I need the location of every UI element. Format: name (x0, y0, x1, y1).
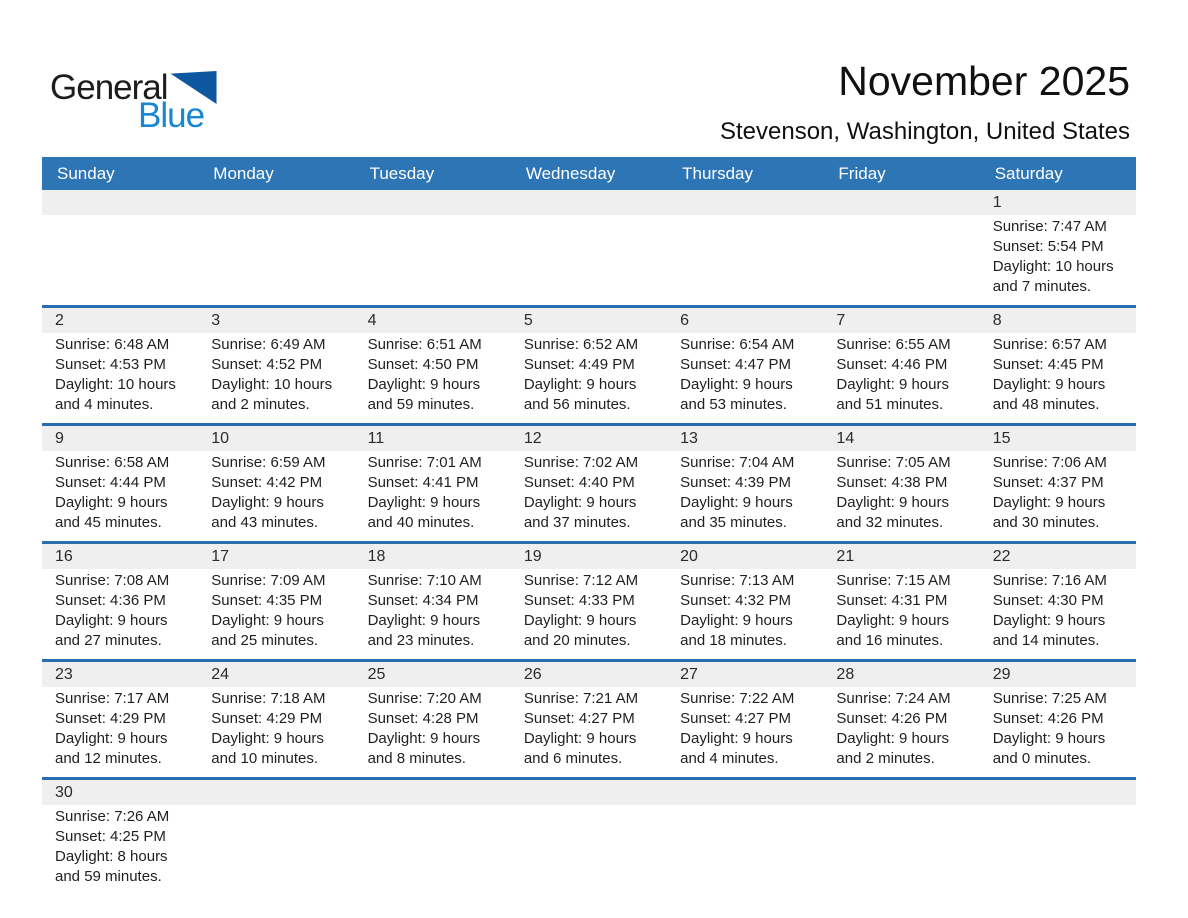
week-content-row (42, 805, 1136, 895)
day-number: 13 (680, 429, 698, 447)
day-number: 27 (680, 665, 698, 683)
sunset-text: Sunset: 4:30 PM (992, 592, 1104, 609)
sunrise-text: Sunrise: 7:01 AM (367, 454, 482, 471)
day-number-band (42, 544, 1136, 569)
sunrise-text: Sunrise: 6:52 AM (523, 336, 639, 353)
sunset-text: Sunset: 4:29 PM (55, 710, 166, 727)
day-cell (42, 451, 198, 541)
sunrise-text: Sunrise: 7:05 AM (836, 454, 951, 471)
day-number: 9 (55, 429, 64, 447)
weekday-header-friday: Friday (838, 163, 886, 183)
sunrise-text: Sunrise: 6:55 AM (836, 336, 951, 353)
day-number: 16 (55, 547, 73, 565)
sunset-text: Sunset: 4:53 PM (55, 356, 166, 373)
sunrise-text: Sunrise: 7:09 AM (211, 572, 326, 589)
week-row (42, 659, 1136, 777)
title-block (720, 58, 1130, 146)
day-cell (511, 333, 667, 423)
sunrise-text: Sunrise: 7:18 AM (211, 690, 326, 707)
daylight-text: Daylight: 9 hours and 53 minutes. (680, 376, 793, 413)
weekday-header-row (42, 157, 1136, 190)
daylight-text: Daylight: 9 hours and 59 minutes. (367, 376, 481, 413)
day-number: 6 (680, 311, 690, 329)
sunrise-text: Sunrise: 7:25 AM (992, 690, 1107, 707)
week-content-row (42, 687, 1136, 777)
sunset-text: Sunset: 4:27 PM (523, 710, 635, 727)
sunset-text: Sunset: 4:50 PM (367, 356, 479, 373)
sunrise-text: Sunrise: 7:04 AM (680, 454, 795, 471)
daylight-text: Daylight: 9 hours and 43 minutes. (211, 494, 324, 531)
daylight-text: Daylight: 9 hours and 12 minutes. (55, 730, 168, 767)
empty-day-cell (511, 215, 667, 305)
week-content-row (42, 215, 1136, 305)
daylight-text: Daylight: 9 hours and 27 minutes. (55, 612, 168, 649)
weekday-header-monday: Monday (213, 163, 274, 183)
day-number-band (42, 308, 1136, 333)
day-cell (198, 569, 354, 659)
sunrise-text: Sunrise: 7:20 AM (367, 690, 482, 707)
day-cell (198, 333, 354, 423)
sunset-text: Sunset: 5:54 PM (992, 238, 1104, 255)
day-cell (511, 687, 667, 777)
daylight-text: Daylight: 9 hours and 18 minutes. (680, 612, 793, 649)
day-number: 5 (523, 311, 533, 329)
sunset-text: Sunset: 4:45 PM (992, 356, 1104, 373)
day-number: 10 (211, 429, 230, 447)
day-number: 28 (836, 665, 855, 683)
sunrise-text: Sunrise: 6:59 AM (211, 454, 326, 471)
day-number-band (42, 780, 1136, 805)
sunrise-text: Sunrise: 7:47 AM (992, 218, 1107, 235)
day-number: 3 (211, 311, 221, 329)
daylight-text: Daylight: 9 hours and 45 minutes. (55, 494, 168, 531)
daylight-text: Daylight: 10 hours and 2 minutes. (211, 376, 333, 413)
daylight-text: Daylight: 9 hours and 14 minutes. (992, 612, 1106, 649)
day-cell (42, 805, 198, 895)
daylight-text: Daylight: 9 hours and 40 minutes. (367, 494, 481, 531)
week-row (42, 541, 1136, 659)
sunrise-text: Sunrise: 7:24 AM (836, 690, 951, 707)
sunset-text: Sunset: 4:41 PM (367, 474, 479, 491)
empty-day-cell (198, 215, 354, 305)
sunset-text: Sunset: 4:28 PM (367, 710, 479, 727)
day-cell (511, 569, 667, 659)
day-cell (667, 333, 823, 423)
sunrise-text: Sunrise: 7:12 AM (523, 572, 639, 589)
sunset-text: Sunset: 4:27 PM (680, 710, 792, 727)
sunset-text: Sunset: 4:36 PM (55, 592, 166, 609)
day-cell (667, 451, 823, 541)
empty-day-cell (511, 805, 667, 895)
day-cell (355, 333, 511, 423)
day-number: 8 (992, 311, 1002, 329)
day-cell (355, 687, 511, 777)
daylight-text: Daylight: 10 hours and 4 minutes. (55, 376, 176, 413)
day-cell (823, 333, 979, 423)
day-number: 26 (523, 665, 542, 683)
sunrise-text: Sunrise: 6:51 AM (367, 336, 482, 353)
sunset-text: Sunset: 4:46 PM (836, 356, 948, 373)
daylight-text: Daylight: 9 hours and 32 minutes. (836, 494, 949, 531)
month-title: November 2025 (838, 58, 1130, 104)
weekday-header-wednesday: Wednesday (525, 163, 616, 183)
day-cell (980, 215, 1136, 305)
weekday-header-saturday: Saturday (994, 163, 1063, 183)
location-subtitle: Stevenson, Washington, United States (719, 118, 1130, 145)
day-number-band (42, 426, 1136, 451)
daylight-text: Daylight: 9 hours and 25 minutes. (211, 612, 324, 649)
sunset-text: Sunset: 4:42 PM (211, 474, 323, 491)
day-cell (198, 451, 354, 541)
day-number: 19 (523, 547, 542, 565)
sunrise-text: Sunrise: 7:10 AM (367, 572, 482, 589)
daylight-text: Daylight: 9 hours and 37 minutes. (523, 494, 637, 531)
sunset-text: Sunset: 4:49 PM (523, 356, 635, 373)
week-content-row (42, 451, 1136, 541)
day-number: 29 (992, 665, 1011, 683)
sunrise-text: Sunrise: 7:15 AM (836, 572, 951, 589)
empty-day-cell (355, 805, 511, 895)
daylight-text: Daylight: 9 hours and 51 minutes. (836, 376, 949, 413)
daylight-text: Daylight: 9 hours and 16 minutes. (836, 612, 949, 649)
logo-text-general: General (50, 68, 168, 107)
day-number: 22 (992, 547, 1011, 565)
day-number: 23 (55, 665, 73, 683)
daylight-text: Daylight: 8 hours and 59 minutes. (55, 848, 168, 885)
empty-day-cell (667, 215, 823, 305)
day-cell (980, 569, 1136, 659)
day-number: 15 (992, 429, 1011, 447)
day-cell (823, 569, 979, 659)
sunrise-text: Sunrise: 7:08 AM (55, 572, 170, 589)
day-number-band (42, 190, 1136, 215)
empty-day-cell (355, 215, 511, 305)
sunset-text: Sunset: 4:35 PM (211, 592, 323, 609)
week-content-row (42, 333, 1136, 423)
daylight-text: Daylight: 9 hours and 48 minutes. (992, 376, 1106, 413)
day-number: 24 (211, 665, 230, 683)
week-row (42, 190, 1136, 305)
day-number: 7 (836, 311, 846, 329)
week-content-row (42, 569, 1136, 659)
day-cell (355, 451, 511, 541)
sunset-text: Sunset: 4:29 PM (211, 710, 323, 727)
daylight-text: Daylight: 9 hours and 30 minutes. (992, 494, 1106, 531)
sunrise-text: Sunrise: 6:54 AM (680, 336, 795, 353)
sunrise-text: Sunrise: 7:21 AM (523, 690, 639, 707)
sunset-text: Sunset: 4:26 PM (992, 710, 1104, 727)
sunrise-text: Sunrise: 7:06 AM (992, 454, 1107, 471)
daylight-text: Daylight: 9 hours and 6 minutes. (523, 730, 637, 767)
day-number: 30 (55, 783, 73, 801)
week-row (42, 305, 1136, 423)
day-cell (667, 569, 823, 659)
calendar-grid (42, 190, 1136, 895)
day-cell (355, 569, 511, 659)
sunset-text: Sunset: 4:52 PM (211, 356, 323, 373)
weekday-header-sunday: Sunday (57, 163, 115, 183)
daylight-text: Daylight: 9 hours and 2 minutes. (836, 730, 949, 767)
empty-day-cell (198, 805, 354, 895)
day-number: 20 (680, 547, 698, 565)
daylight-text: Daylight: 9 hours and 56 minutes. (523, 376, 637, 413)
sunset-text: Sunset: 4:47 PM (680, 356, 792, 373)
sunrise-text: Sunrise: 7:26 AM (55, 808, 170, 825)
day-number: 25 (367, 665, 386, 683)
daylight-text: Daylight: 9 hours and 8 minutes. (367, 730, 481, 767)
weekday-header-thursday: Thursday (682, 163, 754, 183)
sunrise-text: Sunrise: 7:02 AM (523, 454, 639, 471)
day-cell (42, 569, 198, 659)
day-cell (667, 687, 823, 777)
sunset-text: Sunset: 4:40 PM (523, 474, 635, 491)
day-cell (980, 333, 1136, 423)
day-number: 18 (367, 547, 386, 565)
empty-day-cell (823, 215, 979, 305)
daylight-text: Daylight: 9 hours and 4 minutes. (680, 730, 793, 767)
day-number: 17 (211, 547, 230, 565)
day-number: 11 (367, 429, 385, 447)
day-number: 12 (523, 429, 542, 447)
sunset-text: Sunset: 4:34 PM (367, 592, 479, 609)
week-row (42, 777, 1136, 895)
weekday-header-tuesday: Tuesday (369, 163, 435, 183)
sunrise-text: Sunrise: 6:57 AM (992, 336, 1107, 353)
empty-day-cell (980, 805, 1136, 895)
daylight-text: Daylight: 9 hours and 35 minutes. (680, 494, 793, 531)
day-number: 4 (367, 311, 377, 329)
sunrise-text: Sunrise: 6:48 AM (55, 336, 170, 353)
day-number: 21 (836, 547, 855, 565)
day-number: 14 (836, 429, 855, 447)
day-cell (980, 687, 1136, 777)
sunrise-text: Sunrise: 7:16 AM (992, 572, 1107, 589)
sunrise-text: Sunrise: 7:22 AM (680, 690, 795, 707)
empty-day-cell (42, 215, 198, 305)
sunset-text: Sunset: 4:31 PM (836, 592, 948, 609)
logo (50, 70, 217, 133)
daylight-text: Daylight: 9 hours and 10 minutes. (211, 730, 324, 767)
logo-text-blue: Blue (138, 96, 205, 135)
day-number-band (42, 662, 1136, 687)
day-cell (511, 451, 667, 541)
day-number: 1 (992, 193, 1002, 211)
sunrise-text: Sunrise: 6:58 AM (55, 454, 170, 471)
day-cell (42, 687, 198, 777)
day-cell (42, 333, 198, 423)
daylight-text: Daylight: 9 hours and 23 minutes. (367, 612, 481, 649)
sunset-text: Sunset: 4:44 PM (55, 474, 166, 491)
sunset-text: Sunset: 4:33 PM (523, 592, 635, 609)
day-cell (823, 451, 979, 541)
day-number: 2 (55, 311, 64, 329)
daylight-text: Daylight: 10 hours and 7 minutes. (992, 258, 1114, 295)
sunrise-text: Sunrise: 7:17 AM (55, 690, 170, 707)
sunset-text: Sunset: 4:39 PM (680, 474, 792, 491)
sunset-text: Sunset: 4:26 PM (836, 710, 948, 727)
calendar (42, 157, 1136, 895)
day-cell (823, 687, 979, 777)
sunrise-text: Sunrise: 7:13 AM (680, 572, 795, 589)
sunset-text: Sunset: 4:37 PM (992, 474, 1104, 491)
sunrise-text: Sunrise: 6:49 AM (211, 336, 326, 353)
daylight-text: Daylight: 9 hours and 20 minutes. (523, 612, 637, 649)
empty-day-cell (823, 805, 979, 895)
empty-day-cell (667, 805, 823, 895)
day-cell (198, 687, 354, 777)
day-cell (980, 451, 1136, 541)
sunset-text: Sunset: 4:32 PM (680, 592, 792, 609)
sunset-text: Sunset: 4:38 PM (836, 474, 948, 491)
week-row (42, 423, 1136, 541)
daylight-text: Daylight: 9 hours and 0 minutes. (992, 730, 1106, 767)
sunset-text: Sunset: 4:25 PM (55, 828, 166, 845)
